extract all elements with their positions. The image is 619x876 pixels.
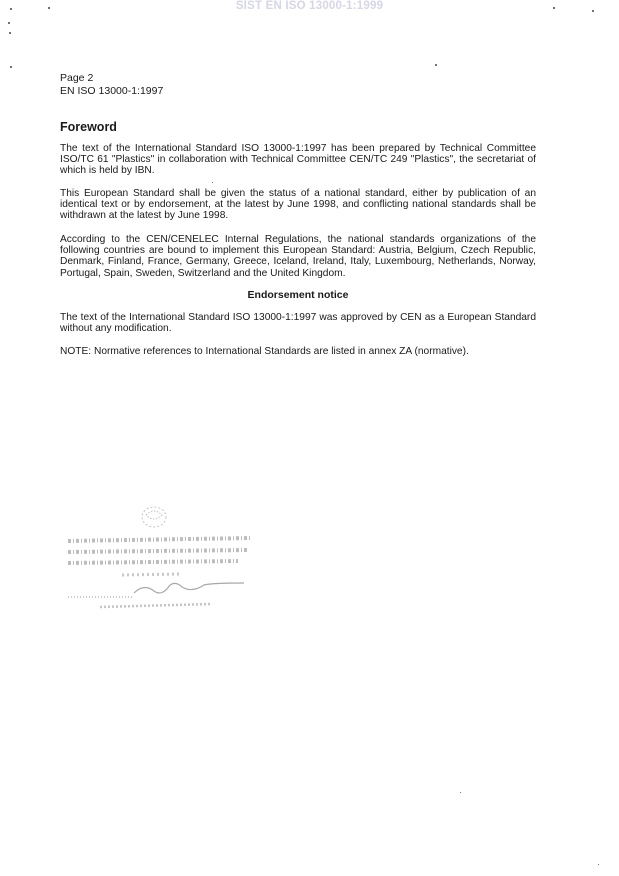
note-paragraph: NOTE: Normative references to International Standards are listed in annex ZA (normative). bbox=[60, 346, 469, 357]
foreword-heading: Foreword bbox=[60, 120, 117, 134]
page-header bbox=[60, 72, 163, 98]
endorsement-heading: Endorsement notice bbox=[247, 289, 349, 301]
foreword-paragraph-2: This European Standard shall be given the status of a national standard, either by publication of an identical text or by endorsement, at the latest by June 1998, and conflicting national standards shall be withdrawn at the latest by June 1998. bbox=[60, 188, 536, 222]
watermark: SIST EN ISO 13000-1:1999 bbox=[235, 0, 384, 12]
page-number: Page 2 bbox=[60, 72, 94, 84]
foreword-paragraph-3: According to the CEN/CENELEC Internal Regulations, the national standards organizations of the following countries are bound to implement this European Standard: Austria, Belgium, Czech Republic, Denmark, Finland, France, Germany, Greece, Iceland, Ireland, Italy, Luxembourg, Netherlands, Norway, Portugal, Spain, Sweden, Switzerland and the United Kingdom. bbox=[60, 234, 536, 279]
stamp-seal bbox=[62, 495, 262, 615]
endorsement-paragraph: The text of the International Standard ISO 13000-1:1997 was approved by CEN as a European Standard without any modification. bbox=[60, 312, 536, 335]
standard-id: EN ISO 13000-1:1997 bbox=[60, 85, 164, 97]
foreword-paragraph-1: The text of the International Standard ISO 13000-1:1997 has been prepared by Technical Committee ISO/TC 61 "Plastics" in collaboration with Technical Committee CEN/TC 249 "Plastics", the secretariat of which is held by IBN. bbox=[60, 143, 536, 177]
